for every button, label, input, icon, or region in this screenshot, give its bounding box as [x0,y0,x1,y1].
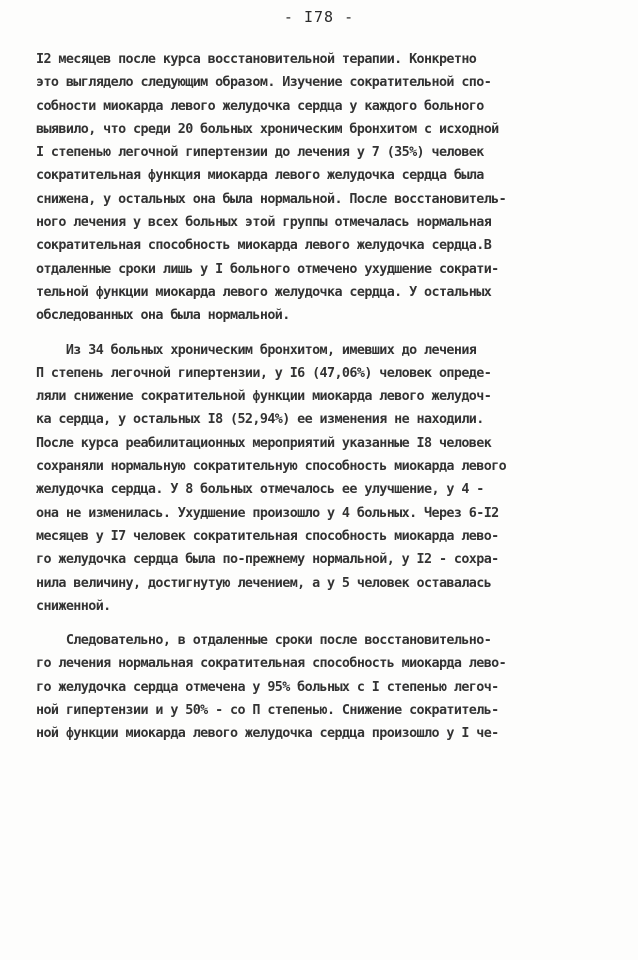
text-line: желудочка сердца. У 8 больных отмечалось ее улучшение, у 4 - [36,482,484,498]
text-line: го желудочка сердца отмечена у 95% больных с I степенью легоч- [36,679,499,695]
text-line: снижена, у остальных она была нормальной. После восстановитель- [36,191,507,207]
text-line: ной гипертензии и у 50% - со П степенью. Снижение сократитель- [36,703,499,719]
body-text [36,48,626,746]
text-line: После курса реабилитационных мероприятий указанные I8 человек [36,435,492,451]
text-line: П степень легочной гипертензии, у I6 (47,06%) человек опреде- [36,365,492,381]
paragraph [36,629,626,745]
text-line: месяцев у I7 человек сократительная способность миокарда левo- [36,528,499,544]
text-line: нила величину, достигнутую лечением, а у 5 человек оставалась [36,575,492,591]
text-line: ка сердца, у остальных I8 (52,94%) ее изменения не находили. [36,412,484,428]
text-line: ного лечения у всех больных этой группы отмечалась нормальная [36,215,492,231]
text-line: она не изменилась. Ухудшение произошло у 4 больных. Через 6-I2 [36,505,499,521]
text-line: го желудочка сердца была по-прежнему нормальной, у I2 - сохра- [36,552,499,568]
text-line: это выглядело следующим образом. Изучение сократительной спо- [36,75,492,91]
text-line: выявило, что среди 20 больных хроническим бронхитом с исходной [36,121,499,137]
paragraph [36,339,626,619]
text-line: сохраняли нормальную сократительную способность миокарда левого [36,459,507,475]
page-number: - I78 - [283,8,355,26]
text-line: собности миокарда левого желудочка сердца у каждого больного [36,98,484,114]
text-line: сократительная функция миокарда левого желудочка сердца была [36,168,484,184]
text-line: Из 34 больных хроническим бронхитом, имевших до лечения [36,342,477,358]
text-line: ной функции миокарда левого желудочка сердца произошло у I че- [36,726,499,742]
text-line: ляли снижение сократительной функции миокарда левого желудоч- [36,389,492,405]
text-line: отдаленные сроки лишь у I больного отмечено ухудшение сократи- [36,261,499,277]
text-line: обследованных она была нормальной. [36,308,290,324]
text-line: Следовательно, в отдаленные сроки после восстановительно- [36,633,492,649]
paragraph [36,48,626,328]
text-line: сниженной. [36,598,111,614]
text-line: сократительная способность миокарда левого желудочка сердца.В [36,238,492,254]
text-line: тельной функции миокарда левого желудочка сердца. У остальных [36,284,492,300]
text-line: I2 месяцев после курса восстановительной терапии. Конкретно [36,52,477,67]
text-line: го лечения нормальная сократительная способность миокарда лево- [36,656,507,672]
text-line: I степенью легочной гипертензии до лечения у 7 (35%) человек [36,145,484,161]
